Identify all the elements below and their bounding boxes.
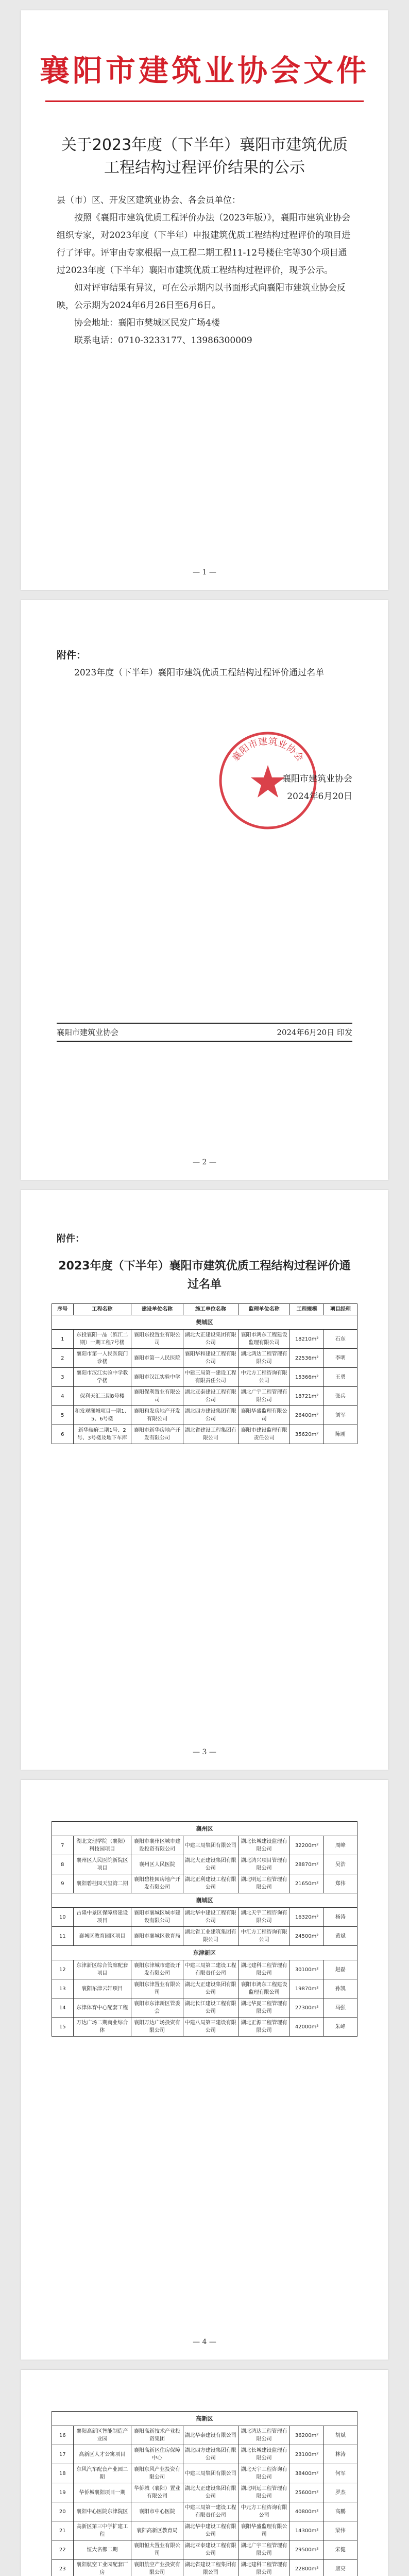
page-number: — 2 — <box>193 1158 216 1166</box>
table-cell: 湖北亚泰建设工程有限公司 <box>183 2540 238 2560</box>
region-row <box>52 1822 357 1836</box>
table-cell: 刘军 <box>323 1406 357 1425</box>
table-title: 2023年度（下半年）襄阳市建筑优质工程结构过程评价通过名单 <box>58 1260 351 1291</box>
table-cell: 襄阳市第一人民医院门诊楼 <box>73 1349 131 1368</box>
page-5 <box>21 2370 388 2576</box>
header-cell: 建设单位名称 <box>131 1304 183 1315</box>
table-row <box>52 1349 357 1368</box>
paragraph-1: 按照《襄阳市建筑优质工程评价办法（2023年版）》，襄阳市建筑业协会组织专家，对2023年度（下半年）申报建筑优质工程结构过程评价的项目进行了评审。评审由专家根据一点工程二期工程11-12号楼住宅等30个项目通过2023年度（下半年）襄阳市建筑优质工程结构过程评价，现予公示。 <box>57 213 351 276</box>
table-cell: 湖北鸿兴项目管理有限公司 <box>238 1855 290 1874</box>
table-row <box>52 1406 357 1425</box>
table-cell: 湖北大正建设集团有限公司 <box>183 1979 238 1998</box>
notice-body <box>57 192 352 349</box>
table-cell: 湖北建科工程管理有限公司 <box>238 1960 290 1979</box>
table-cell: 湖北亚泰建设工程有限公司 <box>183 1387 238 1406</box>
header-cell: 监理单位名称 <box>238 1304 290 1315</box>
table-cell: 中建三局第一建设工程有限责任公司 <box>183 1368 238 1387</box>
table-cell: 中建三局集团有限公司 <box>183 1836 238 1855</box>
table-row <box>52 1927 357 1946</box>
table-cell: 古隆中景区保障房建设项目 <box>73 1908 131 1927</box>
table-cell: 湖北大正建设集团有限公司 <box>183 1855 238 1874</box>
table-row <box>52 1836 357 1855</box>
table-row <box>52 1908 357 1927</box>
table-cell: 襄阳市汉江实验中学 <box>131 1368 183 1387</box>
header-cell: 工程名称 <box>73 1304 131 1315</box>
attachment-label: 附件： <box>57 650 87 661</box>
table-row <box>52 2445 357 2464</box>
signature-org: 襄阳市建筑业协会 <box>282 774 352 784</box>
table-header-row <box>52 1304 357 1315</box>
table-cell: 林涛 <box>323 2445 357 2464</box>
table-cell: 高新区人才公寓项目 <box>73 2445 131 2464</box>
table-cell: 襄州区人民医院 <box>131 1855 183 1874</box>
table-cell: 23 <box>52 2560 74 2576</box>
table-cell: 20 <box>52 2502 74 2521</box>
header-cell: 项目经理 <box>323 1304 357 1315</box>
table-cell: 38400m² <box>290 2464 323 2483</box>
table-cell: 黄斌 <box>323 1927 357 1946</box>
table-cell: 湖北四方建设集团有限公司 <box>183 1406 238 1425</box>
table-cell: 8 <box>52 1855 74 1874</box>
table-cell: 30100m² <box>290 1960 323 1979</box>
table-cell: 襄阳碧桂园天玺湾二期 <box>73 1874 131 1893</box>
table-cell: 2 <box>52 1349 74 1368</box>
table-cell: 梁伟 <box>323 2521 357 2540</box>
table-cell: 襄阳市襄州区城市建设投资有限公司 <box>131 1836 183 1855</box>
table-cell: 襄阳东津置业有限公司 <box>131 1979 183 1998</box>
table-cell: 湖北华泰建设有限公司 <box>183 2426 238 2445</box>
table-cell: 襄阳东津云轩项目 <box>73 1979 131 1998</box>
table-cell: 襄阳东津城市建设开发有限公司 <box>131 1960 183 1979</box>
table-cell: 湖北鸿达工程管理有限公司 <box>238 2426 290 2445</box>
table-cell: 襄城区教育园区项目 <box>73 1927 131 1946</box>
footer-right: 2024年6月20日 印发 <box>277 1028 352 1037</box>
table-cell: 高鹏 <box>323 2502 357 2521</box>
table-cell: 何军 <box>323 2464 357 2483</box>
attachment-item: 2023年度（下半年）襄阳市建筑优质工程结构过程评价通过名单 <box>74 668 325 678</box>
table-cell: 中建八局第三建设有限公司 <box>183 2018 238 2037</box>
table-cell: 湖北建科工程管理有限公司 <box>238 2560 290 2576</box>
page-4 <box>21 1780 388 2360</box>
table-row <box>52 1387 357 1406</box>
table-cell: 40800m² <box>290 2502 323 2521</box>
table-cell: 21650m² <box>290 1874 323 1893</box>
table-row <box>52 2521 357 2540</box>
table-cell: 5 <box>52 1406 74 1425</box>
table-cell: 湖北长江建设工程有限公司 <box>183 1998 238 2018</box>
table-cell: 孙凯 <box>323 1979 357 1998</box>
region-row <box>52 2412 357 2426</box>
table-cell: 16 <box>52 2426 74 2445</box>
table-cell: 湖北天宇工程咨询有限公司 <box>238 2464 290 2483</box>
table-cell: 襄阳恒大置业有限公司 <box>131 2540 183 2560</box>
table-cell: 中元方工程咨询有限公司 <box>238 1368 290 1387</box>
paragraph-2: 如对评审结果有异议，可在公示期内以书面形式向襄阳市建筑业协会反映，公示期为2024年6月26日至6月6日。 <box>57 283 346 311</box>
table-cell: 湖北省建设工程集团有限公司 <box>183 1425 238 1444</box>
table-cell: 襄阳高新技术产业投资集团 <box>131 2426 183 2445</box>
table-cell: 陈刚 <box>323 1425 357 1444</box>
table-row <box>52 1855 357 1874</box>
table-cell: 张兵 <box>323 1387 357 1406</box>
table-cell: 25600m² <box>290 2483 323 2502</box>
table-cell: 湖北广宇工程管理有限公司 <box>238 2540 290 2560</box>
table-cell: 襄阳市鸿东工程建设监理有限公司 <box>238 1330 290 1349</box>
table-cell: 华侨城（襄阳）置业有限公司 <box>131 2483 183 2502</box>
table-cell: 4 <box>52 1387 74 1406</box>
results-table <box>52 2411 357 2576</box>
table-cell: 10 <box>52 1908 74 1927</box>
table-cell: 华侨城襄阳项目一期 <box>73 2483 131 2502</box>
table-cell: 15 <box>52 2018 74 2037</box>
table-cell: 襄阳和发房地产开发有限公司 <box>131 1406 183 1425</box>
table-cell: 18 <box>52 2464 74 2483</box>
footer-left: 襄阳市建筑业协会 <box>57 1028 119 1037</box>
table-cell: 王勇 <box>323 1368 357 1387</box>
table-cell: 襄阳华盛监理有限公司 <box>238 2521 290 2540</box>
table-cell: 襄阳东投置业有限公司 <box>131 1330 183 1349</box>
table-cell: 湖北华夏工程管理有限公司 <box>238 1998 290 2018</box>
table-cell: 襄阳市东津新区管委会 <box>131 1998 183 2018</box>
table-cell: 马强 <box>323 1998 357 2018</box>
table-cell: 湖北华中建设工程有限公司 <box>183 1908 238 1927</box>
table-cell: 36200m² <box>290 2426 323 2445</box>
table-cell: 襄阳市第一人民医院 <box>131 1349 183 1368</box>
seal-text: 襄阳市建筑业协会 <box>230 736 306 764</box>
table-cell: 东投襄阳一品（滨江二期）一期工程7号楼 <box>73 1330 131 1349</box>
table-cell: 1 <box>52 1330 74 1349</box>
table-cell: 14 <box>52 1998 74 2018</box>
table-cell: 湖北四方建设集团有限公司 <box>183 2445 238 2464</box>
table-row <box>52 1425 357 1444</box>
table-cell: 湖北大正建设集团有限公司 <box>183 2483 238 2502</box>
table-cell: 高新区第三中学扩建工程 <box>73 2521 131 2540</box>
table-row <box>52 1960 357 1979</box>
table-cell: 襄阳航空产业投资有限公司 <box>131 2560 183 2576</box>
page-number: — 4 — <box>193 2338 216 2346</box>
header-cell: 工程规模 <box>290 1304 323 1315</box>
table-cell: 湖北华中建设工程有限公司 <box>183 2521 238 2540</box>
table-cell: 襄阳华和建设工程有限公司 <box>183 1349 238 1368</box>
table-cell: 中汇方工程咨询有限公司 <box>238 1927 290 1946</box>
table-cell: 李明 <box>323 1349 357 1368</box>
table-cell: 湖北省建设工程集团有限公司 <box>183 2560 238 2576</box>
table-cell: 东津新区综合管廊配套项目 <box>73 1960 131 1979</box>
table-cell: 襄阳高新区住房保障中心 <box>131 2445 183 2464</box>
table-cell: 23100m² <box>290 2445 323 2464</box>
table-cell: 朱峰 <box>323 2018 357 2037</box>
table-cell: 郑伟 <box>323 1874 357 1893</box>
table-cell: 中元方工程咨询有限公司 <box>238 2502 290 2521</box>
contact-phone: 联系电话：0710-3233177、13986300009 <box>74 335 252 346</box>
table-cell: 襄阳市襄城区城市建设有限公司 <box>131 1908 183 1927</box>
table-cell: 襄阳市汉江实验中学教学楼 <box>73 1368 131 1387</box>
table-cell: 湖北正利建设工程有限公司 <box>183 1874 238 1893</box>
table-cell: 22 <box>52 2540 74 2560</box>
table-cell: 襄阳市新华房地产开发有限公司 <box>131 1425 183 1444</box>
table-cell: 14300m² <box>290 2521 323 2540</box>
table-cell: 罗杰 <box>323 2483 357 2502</box>
table-cell: 襄阳市襄城区教育局 <box>131 1927 183 1946</box>
table-cell: 22536m² <box>290 1349 323 1368</box>
table-cell: 42000m² <box>290 2018 323 2037</box>
table-cell: 襄阳保利置业有限公司 <box>131 1387 183 1406</box>
table-cell: 襄阳市中心医院 <box>131 2502 183 2521</box>
header-cell: 施工单位名称 <box>183 1304 238 1315</box>
table-row <box>52 2464 357 2483</box>
table-cell: 襄阳航空工业园配套厂房 <box>73 2560 131 2576</box>
table-cell: 26400m² <box>290 1406 323 1425</box>
table-cell: 22800m² <box>290 2560 323 2576</box>
region-label: 高新区 <box>52 2412 357 2426</box>
table-cell: 襄阳高新区教育局 <box>131 2521 183 2540</box>
table-cell: 襄阳碧桂园房地产开发有限公司 <box>131 1874 183 1893</box>
table-cell: 湖北广宇工程管理有限公司 <box>238 1387 290 1406</box>
table-cell: 湖北天宇工程咨询有限公司 <box>238 1908 290 1927</box>
region-label: 东津新区 <box>52 1946 357 1960</box>
table-cell: 周峰 <box>323 1836 357 1855</box>
region-row <box>52 1946 357 1960</box>
table-cell: 湖北大正建设集团有限公司 <box>183 1330 238 1349</box>
red-divider <box>45 100 364 102</box>
table-cell: 湖北省工业建筑集团有限公司 <box>183 1927 238 1946</box>
notice-title: 关于2023年度（下半年）襄阳市建筑优质工程结构过程评价结果的公示 <box>61 136 348 177</box>
table-row <box>52 2483 357 2502</box>
table-cell: 襄阳市鸿东工程建设监理有限公司 <box>238 1979 290 1998</box>
table-row <box>52 2560 357 2576</box>
table-cell: 湖北长城建设监理有限公司 <box>238 1836 290 1855</box>
table-cell: 新华瑞府二期1号、2号、3号楼及地下车库 <box>73 1425 131 1444</box>
table-cell: 中建三局集团有限公司 <box>183 2464 238 2483</box>
greeting: 县（市）区、开发区建筑业协会、各会员单位： <box>57 195 241 206</box>
document-masthead: 襄阳市建筑业协会文件 <box>39 53 369 88</box>
table-cell: 18721m² <box>290 1387 323 1406</box>
table-cell: 襄阳中心医院东津院区 <box>73 2502 131 2521</box>
table-cell: 襄州区人民医院新院区项目 <box>73 1855 131 1874</box>
attachment-label: 附件： <box>57 1233 84 1244</box>
signature-date: 2024年6月20日 <box>287 791 352 802</box>
table-cell: 16320m² <box>290 1908 323 1927</box>
table-cell: 湖北明远工程管理有限公司 <box>238 1874 290 1893</box>
table-cell: 28870m² <box>290 1855 323 1874</box>
results-table <box>52 1821 357 2037</box>
page-2 <box>21 600 388 1180</box>
table-cell: 19 <box>52 2483 74 2502</box>
table-cell: 中建三局第一建设工程有限责任公司 <box>183 2502 238 2521</box>
table-cell: 赵磊 <box>323 1960 357 1979</box>
table-cell: 宋健 <box>323 2540 357 2560</box>
table-cell: 杨涛 <box>323 1908 357 1927</box>
contact-address: 协会地址：襄阳市樊城区民发广场4楼 <box>74 318 220 328</box>
table-row <box>52 2502 357 2521</box>
region-label: 襄州区 <box>52 1822 357 1836</box>
table-cell: 11 <box>52 1927 74 1946</box>
attachment-list <box>57 647 352 682</box>
table-cell: 襄阳市建设监理有限责任公司 <box>238 1425 290 1444</box>
table-cell: 15366m² <box>290 1368 323 1387</box>
table-cell: 和发观澜城项目一期1、5、6号楼 <box>73 1406 131 1425</box>
table-cell: 18210m² <box>290 1330 323 1349</box>
table-cell: 东津体育中心配套工程 <box>73 1998 131 2018</box>
region-row <box>52 1893 357 1908</box>
table-cell: 35620m² <box>290 1425 323 1444</box>
header-cell: 序号 <box>52 1304 74 1315</box>
table-cell: 中建三局第二建设工程有限责任公司 <box>183 1960 238 1979</box>
page-1 <box>21 10 388 590</box>
table-cell: 24500m² <box>290 1927 323 1946</box>
region-label: 襄城区 <box>52 1893 357 1908</box>
table-cell: 东风汽车配套产业园二期 <box>73 2464 131 2483</box>
region-label: 樊城区 <box>52 1315 357 1330</box>
table-cell: 29500m² <box>290 2540 323 2560</box>
table-cell: 襄阳高新区智能制造产业园 <box>73 2426 131 2445</box>
table-cell: 12 <box>52 1960 74 1979</box>
table-cell: 湖北鸿达工程管理有限公司 <box>238 1349 290 1368</box>
table-cell: 恒大名都二期 <box>73 2540 131 2560</box>
table-row <box>52 1979 357 1998</box>
table-cell: 13 <box>52 1979 74 1998</box>
table-cell: 唐亮 <box>323 2560 357 2576</box>
table-row <box>52 2426 357 2445</box>
table-cell: 石东 <box>323 1330 357 1349</box>
page-number: — 1 — <box>193 568 216 577</box>
table-row <box>52 2540 357 2560</box>
issue-footer <box>57 1023 352 1042</box>
table-cell: 万达广场二期商业综合体 <box>73 2018 131 2037</box>
table-cell: 湖北明远工程管理有限公司 <box>238 2483 290 2502</box>
table-cell: 胡斌 <box>323 2426 357 2445</box>
results-table <box>52 1303 357 1444</box>
region-row <box>52 1315 357 1330</box>
table-cell: 17 <box>52 2445 74 2464</box>
table-row <box>52 1330 357 1349</box>
table-cell: 湖北长城建设监理有限公司 <box>238 2445 290 2464</box>
table-cell: 6 <box>52 1425 74 1444</box>
table-cell: 9 <box>52 1874 74 1893</box>
table-row <box>52 1998 357 2018</box>
table-row <box>52 1874 357 1893</box>
table-row <box>52 2018 357 2037</box>
table-cell: 27300m² <box>290 1998 323 2018</box>
table-cell: 32200m² <box>290 1836 323 1855</box>
table-cell: 湖北正源工程管理有限公司 <box>238 2018 290 2037</box>
signature-block <box>282 770 352 805</box>
table-cell: 21 <box>52 2521 74 2540</box>
table-cell: 吴浩 <box>323 1855 357 1874</box>
page-number: — 3 — <box>193 1748 216 1756</box>
page-3 <box>21 1190 388 1770</box>
table-cell: 7 <box>52 1836 74 1855</box>
table-cell: 湖北文理学院（襄阳）科技园项目 <box>73 1836 131 1855</box>
table-cell: 襄阳东风产业投资有限公司 <box>131 2464 183 2483</box>
table-cell: 襄阳华盛监理有限公司 <box>238 1406 290 1425</box>
table-cell: 3 <box>52 1368 74 1387</box>
table-cell: 19870m² <box>290 1979 323 1998</box>
table-cell: 保利天汇三期8号楼 <box>73 1387 131 1406</box>
table-cell: 襄阳万达广场投资有限公司 <box>131 2018 183 2037</box>
table-row <box>52 1368 357 1387</box>
